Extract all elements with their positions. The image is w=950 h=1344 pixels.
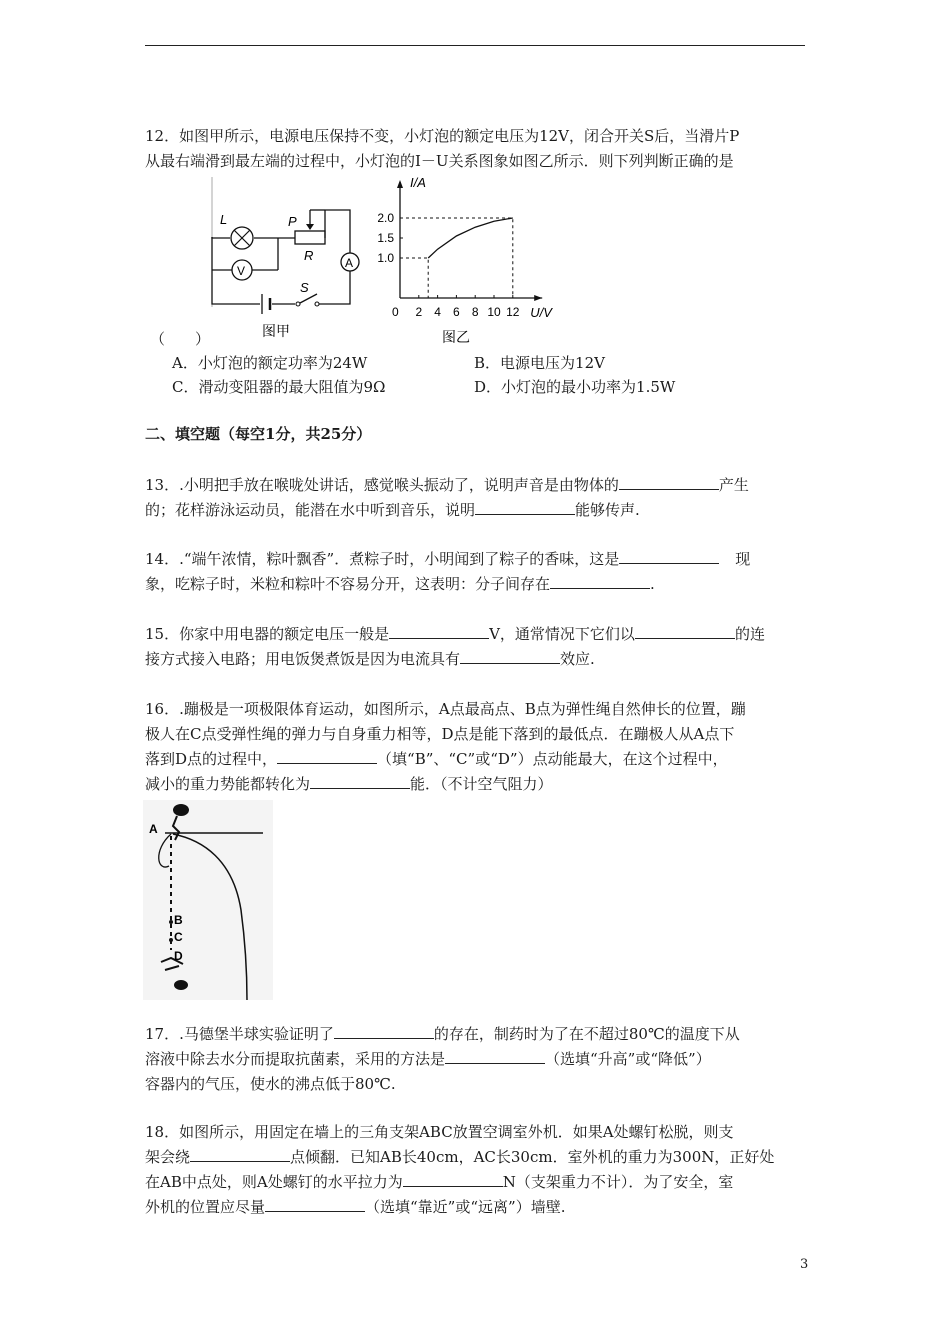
q17-text-2: 的存在，制药时为了在不超过80℃的温度下从 — [433, 1025, 740, 1043]
x-axis-label: U/V — [530, 305, 552, 320]
q15-text-5: 效应. — [560, 650, 595, 668]
q15-text-1: 15．你家中用电器的额定电压一般是 — [145, 625, 390, 643]
q15-text-3: 的连 — [734, 625, 765, 643]
y-tick-label: 1.5 — [377, 231, 394, 245]
x-tick-label: 10 — [487, 305, 501, 319]
q16-text-6: 能．（不计空气阻力） — [410, 775, 553, 793]
y-tick-label: 2.0 — [377, 211, 394, 225]
figure-jia-caption: 图甲 — [262, 323, 290, 339]
q15-text-2: V，通常情况下它们以 — [489, 625, 635, 643]
y-tick-label: 1.0 — [377, 251, 394, 265]
question-17 — [145, 1022, 810, 1097]
jumper-head-bottom — [174, 980, 188, 990]
rheostat-symbol — [295, 231, 325, 244]
q18-text-2: 架会绕 — [145, 1148, 191, 1166]
point-c-dot — [169, 938, 173, 942]
q18-text-3: 点倾翻．已知AB长40cm，AC长30cm．室外机的重力为300N，正好处 — [290, 1148, 775, 1166]
q18-text-4: 在AB中点处，则A处螺钉的水平拉力为 — [145, 1173, 403, 1191]
q17-text-3: 溶液中除去水分而提取抗菌素，采用的方法是 — [145, 1050, 446, 1068]
question-14 — [145, 547, 810, 597]
circuit-wire-bottom-right — [318, 270, 350, 304]
circuit-diagram-jia — [200, 172, 375, 347]
q18-text-6: 外机的位置应尽量 — [145, 1198, 266, 1216]
q16-text-5: 减小的重力势能都转化为 — [145, 775, 311, 793]
q13-blank-1 — [619, 473, 719, 490]
q18-text-5: N（支架重力不计）．为了安全，室 — [502, 1173, 734, 1191]
jumper-head-top — [173, 804, 189, 816]
q13-text-3: 的；花样游泳运动员，能潜在水中听到音乐，说明 — [145, 501, 476, 519]
option-c: C．滑动变阻器的最大阻值为9Ω — [172, 378, 386, 396]
header-rule — [145, 45, 805, 46]
q17-blank-1 — [334, 1022, 434, 1039]
question-12-stem — [145, 124, 810, 174]
x-axis-arrow-icon — [534, 295, 542, 301]
q18-text-7: （选填“靠近”或“远离”）墙壁. — [365, 1198, 566, 1216]
question-15 — [145, 622, 810, 672]
q16-line-2: 极人在C点受弹性绳的弹力与自身重力相等，D点是能下落到的最低点．在蹦极人从A点下 — [145, 725, 735, 743]
point-a-label: A — [149, 822, 158, 836]
point-c-label: C — [174, 930, 183, 944]
question-18 — [145, 1120, 810, 1220]
figure-background — [143, 800, 273, 1000]
q14-text-4: . — [650, 575, 655, 593]
ammeter-letter: A — [345, 256, 354, 270]
q17-text-1: 17．.马德堡半球实验证明了 — [145, 1025, 334, 1043]
voltmeter-symbol — [232, 260, 252, 280]
lamp-label: L — [220, 212, 228, 227]
q13-text-2: 产生 — [718, 476, 749, 494]
iu-graph-yi — [370, 170, 585, 345]
question-12-line-2: 从最右端滑到最左端的过程中，小灯泡的I－U关系图象如图乙所示．则下列判断正确的是 — [145, 152, 734, 170]
question-12-line-1: 12．如图甲所示，电源电压保持不变，小灯泡的额定电压为12V，闭合开关S后，当滑片P — [145, 127, 740, 145]
q18-blank-1 — [190, 1145, 290, 1162]
q15-blank-2 — [635, 622, 735, 639]
y-axis-arrow-icon — [397, 180, 403, 188]
q14-text-2: 现 — [735, 550, 751, 568]
x-tick-label: 2 — [415, 305, 423, 319]
q17-blank-2 — [445, 1047, 545, 1064]
q16-text-4: （填“B”、“C”或“D”）点动能最大，在这个过程中， — [377, 750, 728, 768]
section-2-heading: 二、填空题（每空1分，共25分） — [145, 425, 372, 443]
circuit-wire-right — [325, 210, 350, 254]
point-b-dot — [169, 920, 173, 924]
dashed-guide-2 — [400, 218, 513, 298]
x-tick-label: 8 — [471, 305, 479, 319]
q16-line-1: 16．.蹦极是一项极限体育运动，如图所示，A点最高点、B点为弹性绳自然伸长的位置，蹦 — [145, 700, 746, 718]
option-a: A．小灯泡的额定功率为24W — [172, 354, 368, 372]
q17-line-3: 容器内的气压，使水的沸点低于80℃. — [145, 1075, 396, 1093]
option-b: B．电源电压为12V — [474, 354, 605, 372]
q13-text-1: 13．.小明把手放在喉咙处讲话，感觉喉头振动了，说明声音是由物体的 — [145, 476, 619, 494]
figure-yi-caption: 图乙 — [442, 329, 470, 345]
page-number: 3 — [800, 1257, 809, 1272]
x-tick-label: 6 — [453, 305, 460, 319]
q15-text-4: 接方式接入电路；用电饭煲煮饭是因为电流具有 — [145, 650, 461, 668]
x-tick-label: 4 — [434, 305, 441, 319]
q17-text-4: （选填“升高”或“降低”） — [545, 1050, 711, 1068]
rheostat-label: R — [304, 248, 314, 263]
q18-blank-3 — [265, 1195, 365, 1212]
q16-blank-1 — [277, 747, 377, 764]
q16-text-3: 落到D点的过程中， — [145, 750, 278, 768]
slider-arrow-icon — [306, 224, 314, 230]
q13-blank-2 — [475, 498, 575, 515]
circuit-wire-lamp-left — [212, 237, 230, 238]
origin-label: 0 — [392, 305, 399, 319]
switch-symbol — [296, 294, 319, 306]
ammeter-symbol — [341, 253, 359, 271]
q15-blank-3 — [460, 647, 560, 664]
y-axis-label: I/A — [410, 175, 426, 190]
q14-blank-2 — [550, 572, 650, 589]
q18-line-1: 18．如图所示，用固定在墙上的三角支架ABC放置空调室外机．如果A处螺钉松脱，则支 — [145, 1123, 734, 1141]
switch-label: S — [300, 280, 309, 295]
lamp-symbol — [231, 227, 253, 249]
voltmeter-letter: V — [237, 264, 246, 278]
q14-blank-1 — [619, 547, 719, 564]
x-tick-label: 12 — [506, 305, 520, 319]
answer-parentheses: （ ） — [150, 330, 211, 348]
q18-blank-2 — [403, 1170, 503, 1187]
question-16 — [145, 697, 810, 797]
q14-text-3: 象，吃粽子时，米粒和粽叶不容易分开，这表明：分子间存在 — [145, 575, 551, 593]
dashed-guide-1 — [400, 258, 428, 298]
option-d: D．小灯泡的最小功率为1.5W — [474, 378, 676, 396]
bungee-figure — [143, 800, 273, 1000]
battery-symbol — [262, 294, 270, 314]
point-d-label: D — [174, 949, 183, 963]
q13-text-4: 能够传声. — [575, 501, 640, 519]
iu-curve — [428, 218, 513, 258]
q14-text-1: 14．.“端午浓情，粽叶飘香”．煮粽子时，小明闻到了粽子的香味，这是 — [145, 550, 620, 568]
point-b-label: B — [174, 913, 183, 927]
question-13 — [145, 473, 810, 523]
slider-label: P — [288, 214, 297, 229]
q16-blank-2 — [310, 772, 410, 789]
q15-blank-1 — [389, 622, 489, 639]
